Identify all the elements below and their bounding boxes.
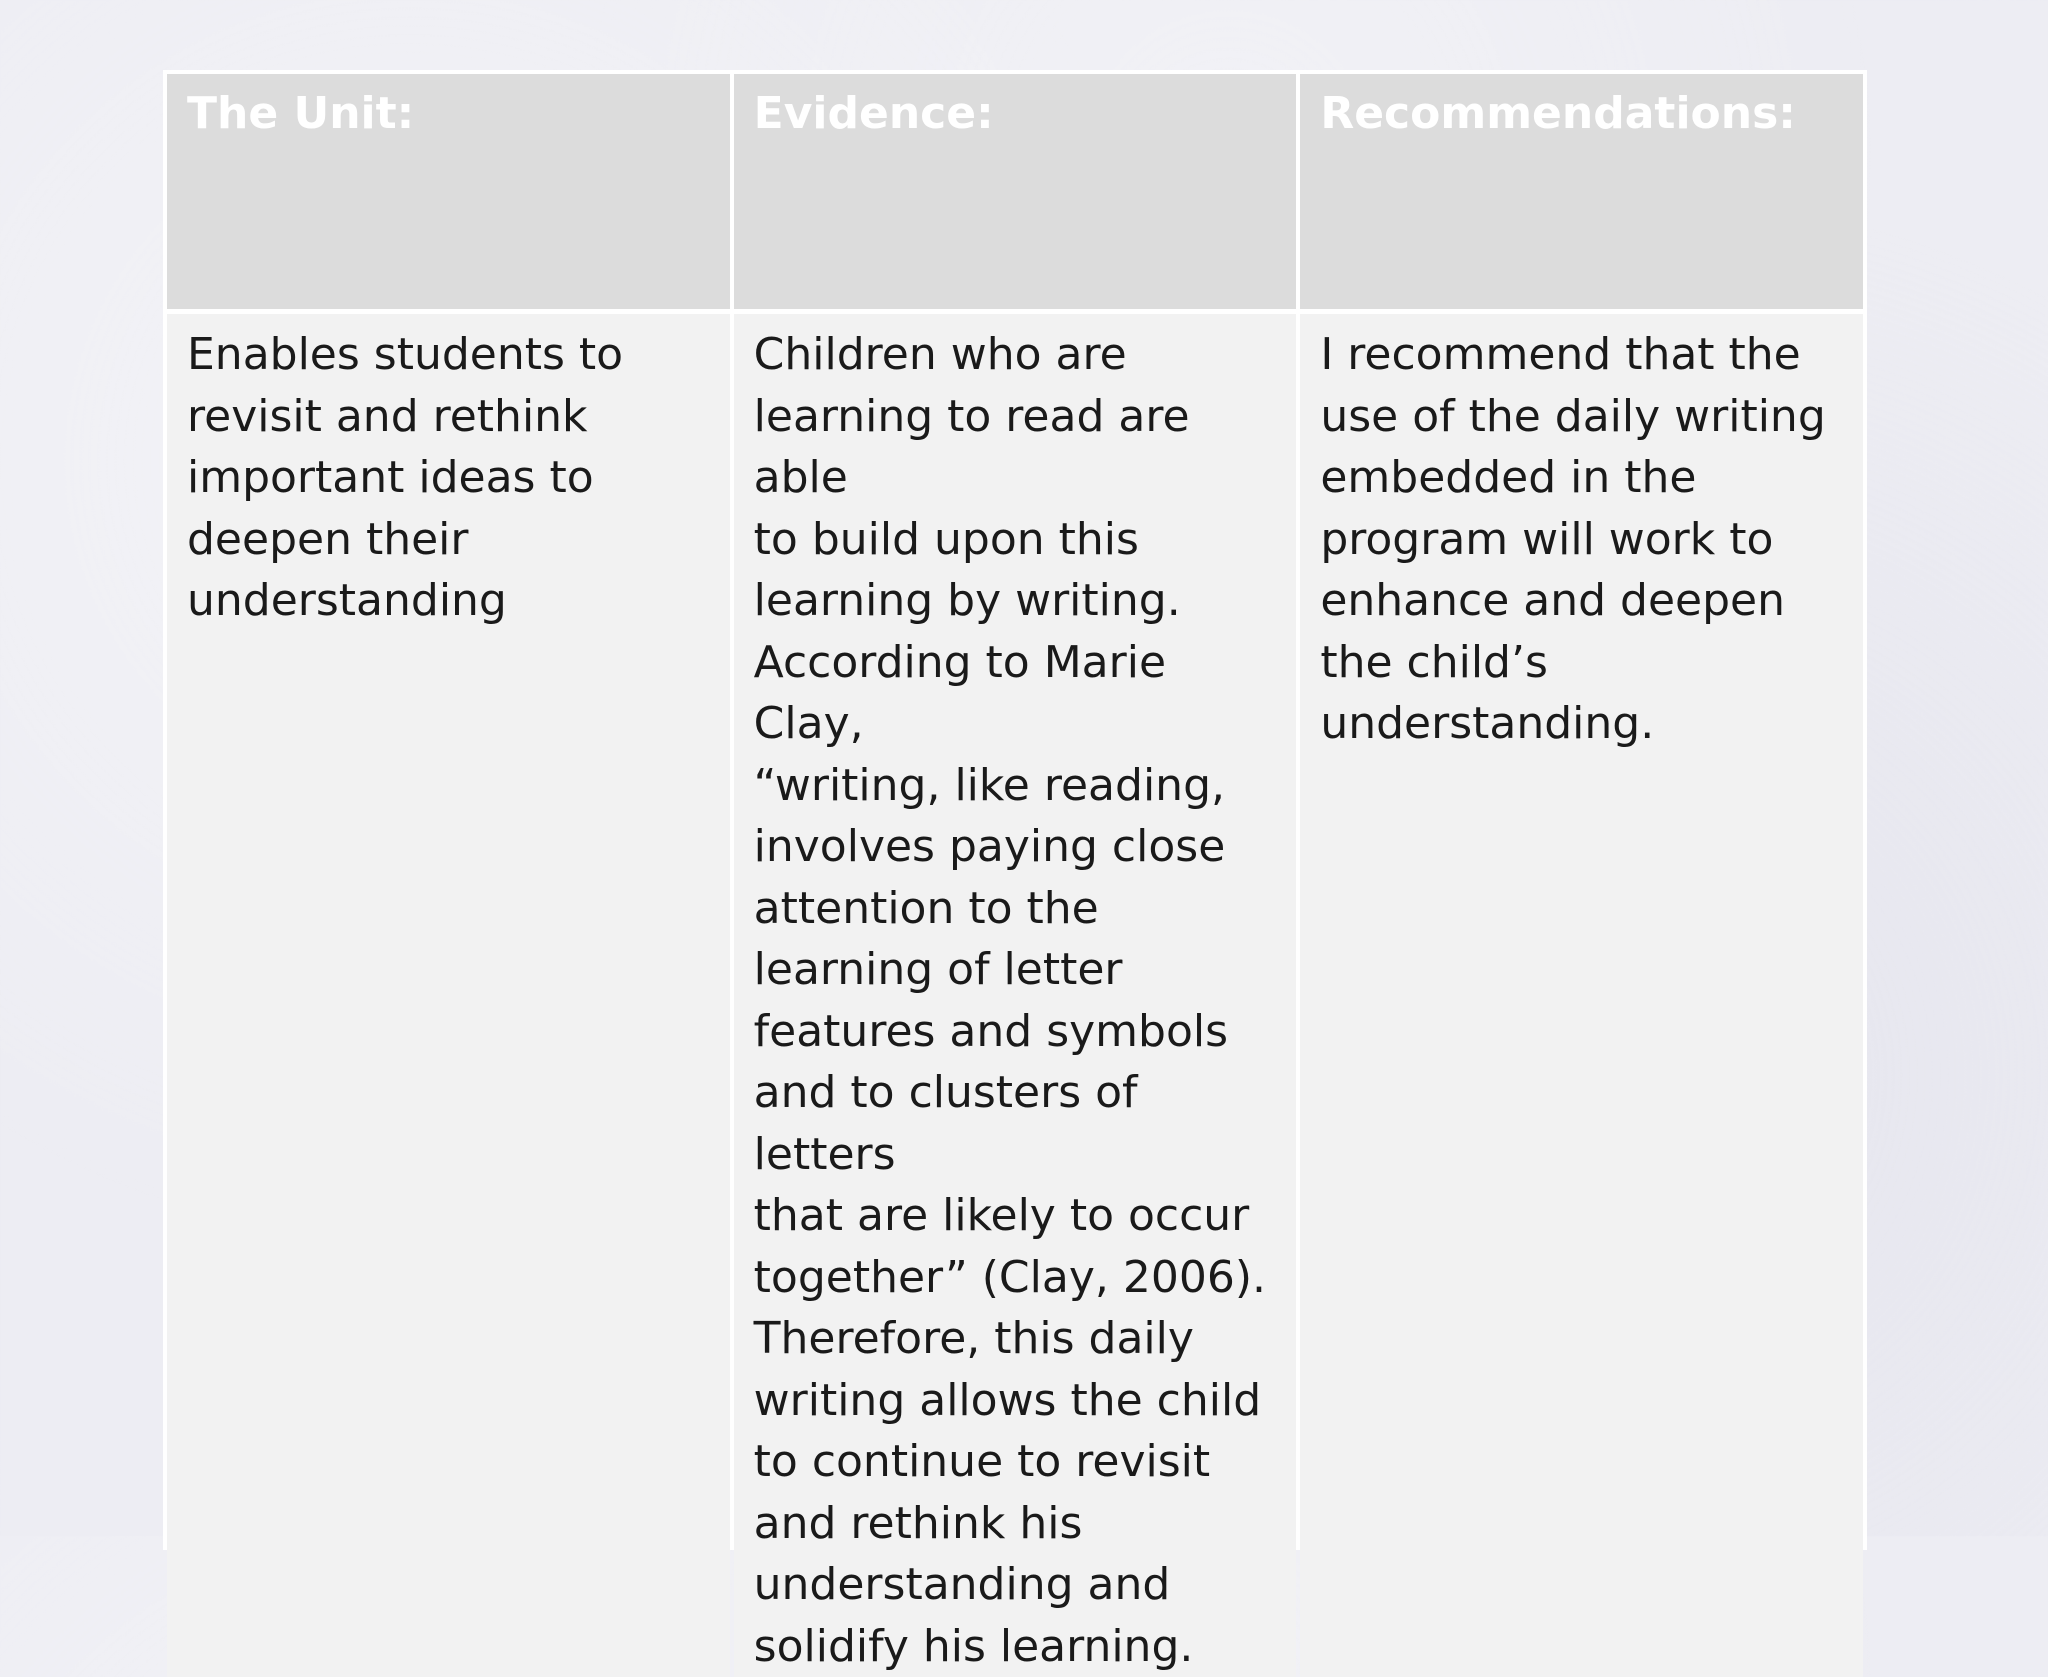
header-unit: The Unit: <box>167 74 730 309</box>
header-evidence: Evidence: <box>734 74 1297 309</box>
cell-unit-text: Enables students to revisit and rethink important ideas to deepen their understanding <box>167 314 730 1677</box>
cell-evidence-text: Children who are learning to read are able to build upon this learning by writing. According to Marie Clay, “writing, like reading, involves paying close attention to the learning of letter features and symbols and to clusters of letters that are likely to occur together” (Clay, 2006). Therefore, this daily writing allows the child to continue to revisit and rethink his understanding and solidify his learning. <box>734 314 1297 1677</box>
cell-recommendations-text: I recommend that the use of the daily writing embedded in the program will work to enhance and deepen the child’s understanding. <box>1300 314 1863 1677</box>
comparison-table <box>163 70 1867 1672</box>
header-recommendations: Recommendations: <box>1300 74 1863 309</box>
